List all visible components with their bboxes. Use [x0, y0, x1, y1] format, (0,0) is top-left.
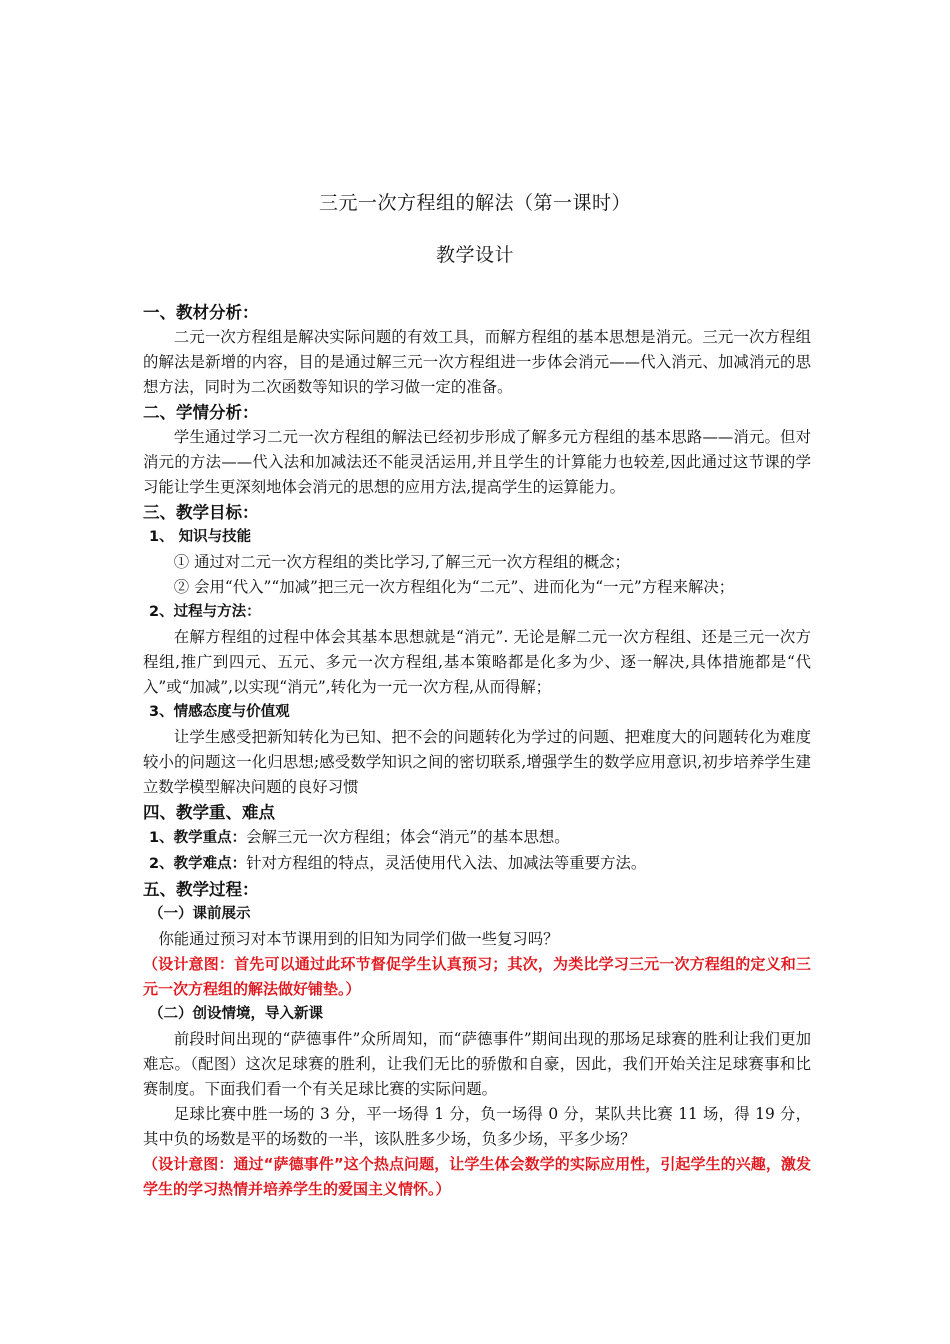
section-heading-textbook-analysis: 一、教材分析：: [143, 303, 259, 322]
paragraph-pre-class: 你能通过预习对本节课用到的旧知为同学们做一些复习吗？: [158, 930, 559, 948]
design-intent-note-1: （设计意图：首先可以通过此环节督促学生认真预习；其次，为类比学习三元一次方程组的定义和三元一次方程组的解法做好铺垫。）: [143, 955, 811, 998]
subheading-attitude-values: 3、情感态度与价值观: [149, 704, 290, 720]
subheading-knowledge-skills: 1、 知识与技能: [149, 529, 252, 545]
paragraph-attitude-values: 让学生感受把新知转化为已知、把不会的问题转化为学过的问题、把难度大的问题转化为难度较小的问题这一化归思想;感受数学知识之间的密切联系,增强学生的数学应用意识,初步培养学生建立数学模型解决问题的良好习惯: [143, 728, 811, 796]
difficulty-text: 针对方程组的特点，灵活使用代入法、加减法等重要方法。: [246, 854, 647, 872]
section-heading-teaching-process: 五、教学过程：: [143, 880, 259, 899]
difficulty-label: 2、教学难点：: [149, 856, 247, 872]
subheading-scenario: （二）创设情境，导入新课: [149, 1006, 323, 1022]
key-point-item: [149, 825, 811, 851]
paragraph-scenario-intro: 前段时间出现的“萨德事件”众所周知，而“萨德事件”期间出现的那场足球赛的胜利让我们更加难忘。（配图）这次足球赛的胜利，让我们无比的骄傲和自豪，因此，我们开始关注足球赛事和比赛制度。下面我们看一个有关足球比赛的实际问题。: [143, 1030, 811, 1098]
paragraph-textbook-analysis: 二元一次方程组是解决实际问题的有效工具，而解方程组的基本思想是消元。三元一次方程组的解法是新增的内容，目的是通过解三元一次方程组进一步体会消元——代入消元、加减消元的思想方法，同时为二次函数等知识的学习做一定的准备。: [143, 328, 811, 396]
section-heading-key-points: 四、教学重、难点: [143, 803, 275, 822]
difficulty-item: [149, 851, 811, 877]
key-point-text: 会解三元一次方程组；体会“消元”的基本思想。: [246, 828, 570, 846]
paragraph-process-method: 在解方程组的过程中体会其基本思想就是“消元”. 无论是解二元一次方程组、还是三元一次方程组,推广到四元、五元、多元一次方程组,基本策略都是化多为少、逐一解决,具体措施都是“代入”或“加减”,以实现“消元”,转化为一元一次方程,从而得解；: [143, 628, 811, 696]
paragraph-football-problem: 足球比赛中胜一场的 3 分，平一场得 1 分，负一场得 0 分，某队共比赛 11 场，得 19 分，其中负的场数是平的场数的一半，该队胜多少场，负多少场，平多少场？: [143, 1105, 811, 1148]
key-point-label: 1、教学重点：: [149, 830, 247, 846]
paragraph-student-analysis: 学生通过学习二元一次方程组的解法已经初步形成了解多元方程组的基本思路——消元。但对消元的方法——代入法和加减法还不能灵活运用,并且学生的计算能力也较差,因此通过这节课的学习能让学生更深刻地体会消元的思想的应用方法,提高学生的运算能力。: [143, 428, 811, 496]
section-heading-student-analysis: 二、学情分析：: [143, 403, 259, 422]
goal-item-2: ② 会用“代入”“加减”把三元一次方程组化为“二元”、进而化为“一元”方程来解决；: [173, 578, 735, 596]
section-heading-teaching-goals: 三、教学目标：: [143, 503, 259, 522]
subheading-process-method: 2、过程与方法：: [149, 604, 261, 620]
subheading-pre-class: （一）课前展示: [149, 906, 251, 922]
goal-item-1: ① 通过对二元一次方程组的类比学习,了解三元一次方程组的概念；: [173, 553, 630, 571]
document-body: [143, 300, 811, 1202]
document-title: 三元一次方程组的解法（第一课时）: [318, 192, 631, 214]
design-intent-note-2: （设计意图：通过“萨德事件”这个热点问题，让学生体会数学的实际应用性，引起学生的兴趣，激发学生的学习热情并培养学生的爱国主义情怀。）: [143, 1155, 811, 1198]
document-subtitle: 教学设计: [435, 244, 514, 266]
